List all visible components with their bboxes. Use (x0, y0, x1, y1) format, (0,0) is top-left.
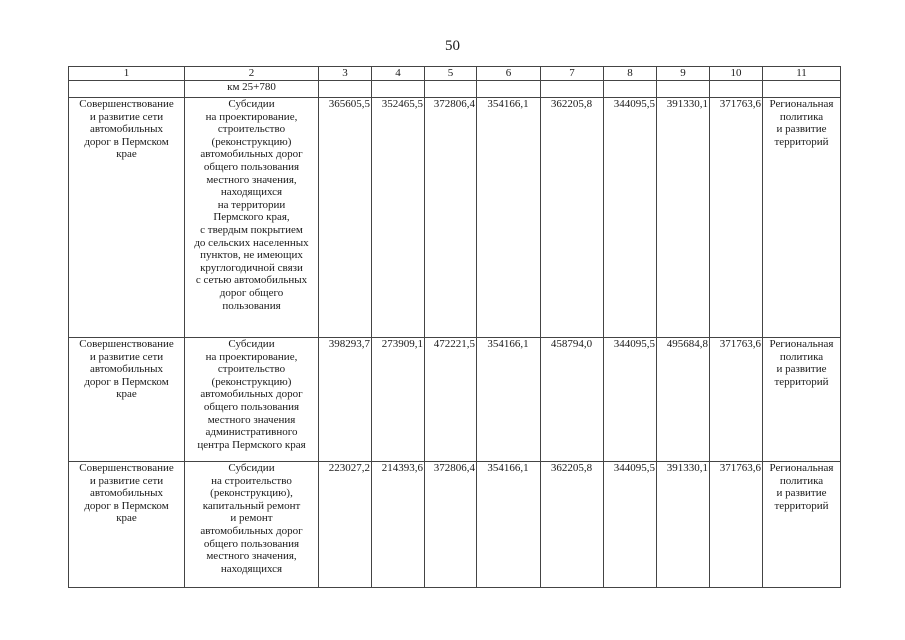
column-header: 3 (319, 67, 372, 81)
budget-table (68, 66, 841, 588)
value-cell: 391330,1 (657, 462, 710, 588)
value-cell: 362205,8 (541, 98, 604, 338)
continuation-row (69, 81, 841, 98)
column-header: 10 (710, 67, 763, 81)
value-cell: 362205,8 (541, 462, 604, 588)
value-cell: 354166,1 (477, 98, 541, 338)
column-header: 7 (541, 67, 604, 81)
continuation-text: км 25+780 (185, 81, 319, 98)
value-cell: 472221,5 (425, 338, 477, 462)
value-cell: 458794,0 (541, 338, 604, 462)
subsidy-description-cell: Субсидии на строительство (реконструкцию), капитальный ремонт и ремонт автомобильных дорог общего пользования местного значения, находящихся (185, 462, 319, 588)
subsidy-description-cell: Субсидии на проектирование, строительство (реконструкцию) автомобильных дорог общего пользования местного значения, находящихся на территории Пермского края, с твердым покрытием до сельских населенных пунктов, не имеющих круглогодичной связи с сетью автомобильных дорог общего пользования (185, 98, 319, 338)
value-cell: 495684,8 (657, 338, 710, 462)
column-header: 9 (657, 67, 710, 81)
value-cell: 391330,1 (657, 98, 710, 338)
value-cell: 371763,6 (710, 462, 763, 588)
program-name-cell: Совершенствование и развитие сети автомобильных дорог в Пермском крае (69, 98, 185, 338)
value-cell: 352465,5 (372, 98, 425, 338)
value-cell: 371763,6 (710, 98, 763, 338)
responsible-cell: Региональная политика и развитие территорий (763, 462, 841, 588)
column-header: 8 (604, 67, 657, 81)
column-header: 6 (477, 67, 541, 81)
column-header: 4 (372, 67, 425, 81)
value-cell: 398293,7 (319, 338, 372, 462)
column-header: 11 (763, 67, 841, 81)
column-header: 5 (425, 67, 477, 81)
table-row (69, 98, 841, 338)
column-header: 2 (185, 67, 319, 81)
value-cell: 344095,5 (604, 338, 657, 462)
value-cell: 344095,5 (604, 462, 657, 588)
page-number: 50 (445, 38, 460, 54)
value-cell: 371763,6 (710, 338, 763, 462)
value-cell: 344095,5 (604, 98, 657, 338)
subsidy-description-cell: Субсидии на проектирование, строительство (реконструкцию) автомобильных дорог общего пользования местного значения административного центра Пермского края (185, 338, 319, 462)
program-name-cell: Совершенствование и развитие сети автомобильных дорог в Пермском крае (69, 462, 185, 588)
value-cell: 372806,4 (425, 462, 477, 588)
column-header: 1 (69, 67, 185, 81)
responsible-cell: Региональная политика и развитие территорий (763, 98, 841, 338)
value-cell: 214393,6 (372, 462, 425, 588)
value-cell: 354166,1 (477, 338, 541, 462)
program-name-cell: Совершенствование и развитие сети автомобильных дорог в Пермском крае (69, 338, 185, 462)
value-cell: 223027,2 (319, 462, 372, 588)
value-cell: 273909,1 (372, 338, 425, 462)
responsible-cell: Региональная политика и развитие территорий (763, 338, 841, 462)
table-row (69, 462, 841, 588)
value-cell: 365605,5 (319, 98, 372, 338)
value-cell: 372806,4 (425, 98, 477, 338)
table-row (69, 338, 841, 462)
table-header-row (69, 67, 841, 81)
value-cell: 354166,1 (477, 462, 541, 588)
